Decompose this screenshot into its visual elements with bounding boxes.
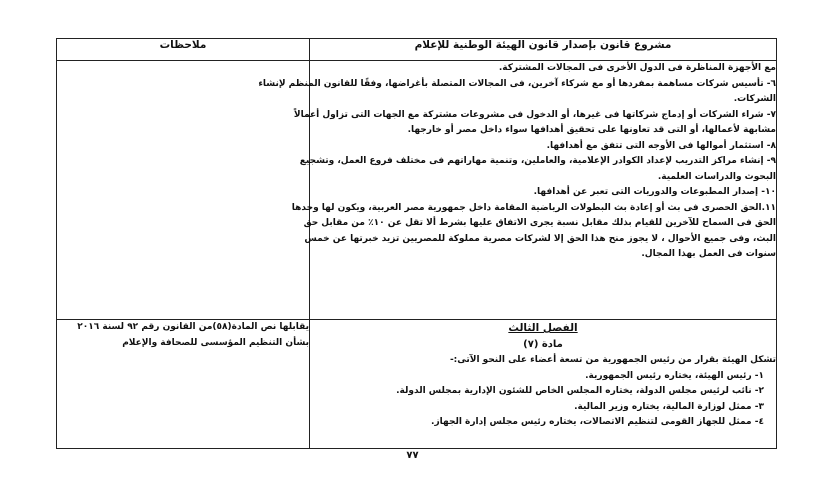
text-line: ١٠- إصدار المطبوعات والدوريات التى تعبر عن أهدافها. [533, 187, 776, 197]
law-text-cell [310, 320, 777, 449]
table-row [57, 61, 777, 320]
text-line: مع الأجهزة المناظرة فى الدول الأخرى فى المجالات المشتركة. [498, 63, 776, 73]
list-item: ٢- نائب لرئيس مجلس الدولة، يختاره المجلس الخاص للشئون الإدارية بمجلس الدولة. [396, 386, 764, 396]
text-line: ٩- إنشاء مراكز التدريب لإعداد الكوادر الإعلامية، والعاملين، وتنمية مهاراتهم فى مختلف فروع العمل، وتشجيع [299, 156, 776, 166]
notes-cell-empty [57, 61, 310, 320]
text-line: البحوث والدراسات العلمية. [657, 171, 776, 182]
table-row [57, 320, 777, 449]
section-title: الفصل الثالث [508, 322, 578, 334]
text-line: الشركات. [733, 94, 776, 104]
text-line: ٦- تأسيس شركات مساهمة بمفردها أو مع شركاء آخرين، فى المجالات المتصلة بأغراضها، وفقًا للقانون المنظم لإنشاء [258, 78, 776, 89]
notes-cell [57, 320, 310, 449]
text-line: ٨- استثمار أموالها فى الأوجه التى تتفق مع أهدافها. [546, 140, 776, 151]
article-intro: تشكل الهيئة بقرار من رئيس الجمهورية من تسعة أعضاء على النحو الآتى:- [449, 355, 776, 365]
text-line: ١١.الحق الحصرى فى بث أو إعادة بث البطولات الرياضية المقامة داخل جمهورية مصر العربية، ويكون لها وحدها [291, 202, 776, 213]
list-item: ١- رئيس الهيئة، يختاره رئيس الجمهورية. [585, 370, 764, 381]
list-item: ٣- ممثل لوزارة المالية، يختاره وزير المالية. [574, 401, 764, 412]
table-header-row [57, 39, 777, 61]
text-line: مشابهة لأعمالها، أو التى قد تعاونها على تحقيق أهدافها سواء داخل مصر أو خارجها. [407, 125, 776, 135]
article-title: مادة (٧) [523, 339, 563, 350]
text-line: سنوات فى العمل بهذا المجال. [641, 249, 776, 259]
text-line: الحق فى السماح للآخرين للقيام بذلك مقابل نسبة يجرى الاتفاق عليها بشرط ألا تقل عن ١٠٪ من مقابل حق [303, 218, 776, 228]
page-number: ٧٧ [406, 450, 419, 461]
text-line: البث، وفى جميع الأحوال ، لا يجوز منح هذا الحق إلا لشركات مصرية مملوكة للمصريين تزيد خبرتها عن خمس [304, 233, 776, 244]
list-item: ٤- ممثل للجهاز القومى لتنظيم الاتصالات، يختاره رئيس مجلس إدارة الجهاز. [431, 417, 764, 427]
law-text-cell [258, 61, 777, 320]
text-line: ٧- شراء الشركات أو إدماج شركاتها فى غيرها، أو الدخول فى مشروعات مشتركة مع الجهات التى تزاول أعمالاً [293, 109, 776, 120]
comparison-table [56, 38, 777, 449]
note-text: يقابلها نص المادة(٥٨)من القانون رقم ٩٢ لسنة ٢٠١٦ بشأن التنظيم المؤسسى للصحافة والإعلام [77, 322, 309, 348]
header-notes-column: ملاحظات [57, 39, 310, 61]
header-main-column: مشروع قانون بإصدار قانون الهيئة الوطنية للإعلام [310, 39, 777, 61]
